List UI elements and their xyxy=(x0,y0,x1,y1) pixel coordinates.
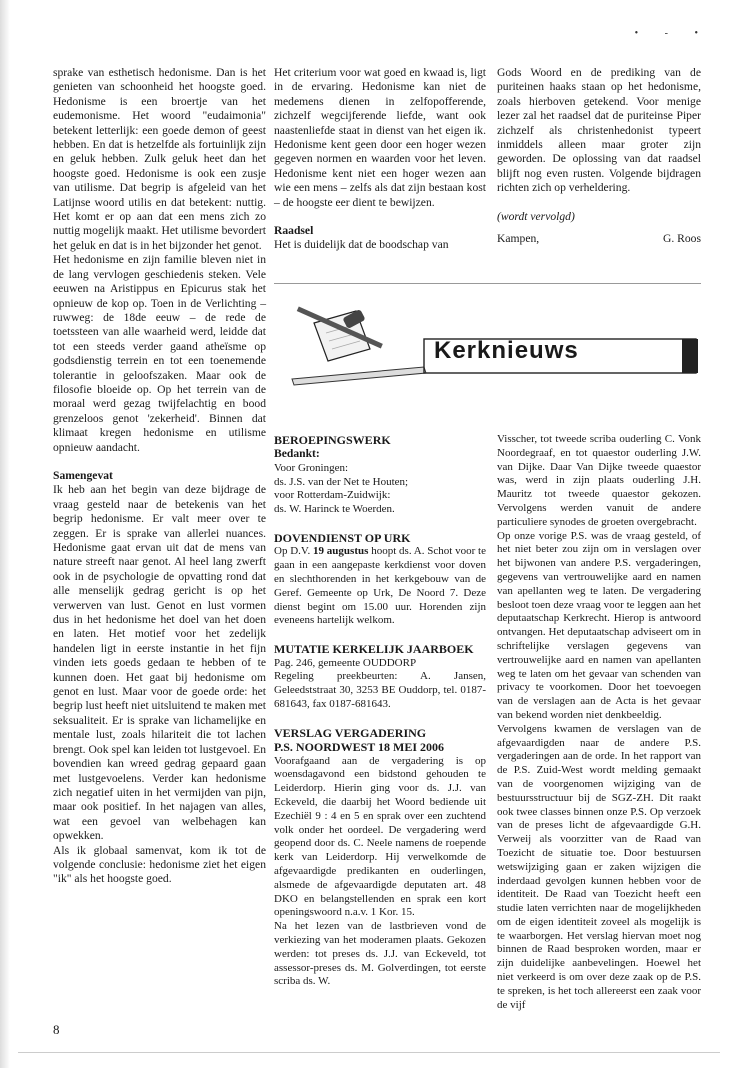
article-column-2 xyxy=(274,66,486,253)
signature-line xyxy=(497,232,701,246)
paragraph: Als ik globaal samenvat, kom ik tot de volgende conclusie: hedonisme ziet het eigen "ik" als het hoogste goed. xyxy=(53,843,266,886)
news-paragraph: Vervolgens kwamen de verslagen van de afgevaardigden naar de andere P.S. vergaderingen aan de orde. In het rapport van de P.S. Zuid-West wordt melding gemaakt van de voorgenomen wijziging van de bestuursstructuur bij de SGZ-ZH. Dit raakt ook twee classes binnen onze P.S. Op verzoek van de preses licht de afgevaardigde G.H. Verweij als voorzitter van de Raad van Toezicht de situatie toe. Door bestuursen wetswijziging gaan er zaken wijzigen die inderdaad gevolgen kunnen hebben voor de identiteit. De Raad van Toezicht heeft een studie laten verrichten naar de mogelijkheden om de eigen identiteit zoveel als mogelijk is te waarborgen. Het verslag hiervan moet nog binnen de Raad besproken worden, maar er zijn duidelijke aanbevelingen. Hoewel het niet verkeerd is om over deze zaak op de P.S. te spreken, is het toch allereerst een zaak voor de vijf xyxy=(497,722,701,1011)
news-paragraph: Op onze vorige P.S. was de vraag gesteld, of het niet beter zou zijn om in verslagen over het bijwonen van andere P.S. vergaderingen, gegevens van vertrouwelijke aard en namen van apellanten weg te laten. De vergadering besloot toen deze vraag voor te leggen aan het deputaatschap Kerkrecht. Hierop is antwoord ontvangen. Het deputaatschap adviseert om in schriftelijke verslagen gegevens van vertrouwelijke aard en namen van apellanten weg te laten om het gevaar van schenden van privacy te voorkomen. Door het toevoegen van de verslagen aan de Acta is het gevaar van bekend worden niet denkbeeldig. xyxy=(497,529,701,721)
page-number: 8 xyxy=(53,1022,60,1037)
signature-place: Kampen, xyxy=(497,232,540,246)
news-line: Voor Groningen: xyxy=(274,461,349,474)
news-heading-mutatie: MUTATIE KERKELIJK JAARBOEK xyxy=(274,642,474,657)
paragraph: Het hedonisme en zijn familie bleven niet in de lang vervlogen geschiedenis steken. Vele eeuwen na Aristippus en Epicurus stak het opnieuw de kop op. Toen in de Verlichting –ruwweg: de 18de eeuw – de rede de toetssteen van alle waarheid werd, leidde dat tot een steeds verder gaand atheïsme op godsdienstig terrein en tot een toenemende tolerantie in geloofszaken. Maar ook de filosofie bloeide op. Op het terrein van de moraal werd gezag twijfelachtig en bood grenzeloos genot 'zekerheid'. Binnen dat klimaat kregen hedonisme en utilisme opnieuw aandacht. xyxy=(53,253,266,454)
paragraph: Het is duidelijk dat de boodschap van xyxy=(274,238,449,252)
signature-author: G. Roos xyxy=(662,232,701,246)
scan-edge xyxy=(0,0,10,1068)
news-paragraph: Na het lezen van de lastbrieven vond de verkiezing van het moderamen plaats. Gekozen werden: tot preses ds. J.J. van Eckeveld, tot assessor-preses ds. M. Golverdingen, tot eerste scriba ds. W. xyxy=(274,920,486,988)
continued-note: (wordt vervolgd) xyxy=(497,209,575,223)
kerknieuws-banner xyxy=(274,305,701,395)
news-text: Op D.V. xyxy=(274,545,311,558)
news-paragraph: Visscher, tot tweede scriba ouderling C. Vonk Noordegraaf, en tot quaestor ouderling J.W. van Dijke. Daar Van Dijke tweede quaestor was, werd in zijn plaats ouderling J.H. Mauritz tot tweede quaestor gekozen. Vervolgens werden vanuit de andere particuliere synodes de groeten overgebracht. xyxy=(497,433,701,528)
news-text: hoopt ds. A. Schot voor te gaan in een aangepaste kerkdienst voor doven en slechthorenden in het kerkgebouw van de Geref. Gemeente op Urk, De Noord 7. Deze dienst begint om 15.00 uur. Horenden zijn eveneens hartelijk welkom. xyxy=(274,545,486,627)
paragraph: Ik heb aan het begin van deze bijdrage de vraag gesteld naar de betekenis van het begrip hedonisme. Er valt meer over te zeggen. Er is sprake van allerlei nuances. Hedonisme gaat ervan uit dat de mens van nature streeft naar genot. Al heel lang zwerft ook in de psychologie de opvatting rond dat alle menselijk gedrag gericht is op het verwerven van lust. Genot en lust vormen dus in het hedonisme het doel van het doen en laten. Het motief voor het zedelijk handelen ligt in eerste instantie in het fijn vinden iets goeds gedaan te hebben of te kunnen doen. Het gaat bij hedonisme om genot en lust. Maar voor de goede orde: het begrip lust heeft niet uitsluitend te maken met seksualiteit. Er is sprake van lichamelijke en mentale lust, zoals hilariteit die tot lachen brengt. Ook spel kan leiden tot lustgevoel. En bovendien kan wreed gedrag gepaard gaan met lustgevoelens. Verder kan hedonisme zich negatief uiten in het vermijden van pijn, maar ook positief. In het najagen van alles, wat een gevoel van welbehagen kan opwekken. xyxy=(53,483,266,843)
news-heading-verslag-date: P.S. NOORDWEST 18 MEI 2006 xyxy=(274,740,445,755)
news-heading-beroepingswerk: BEROEPINGSWERK xyxy=(274,433,391,447)
news-line: ds. W. Harinck te Woerden. xyxy=(274,503,395,516)
paragraph: sprake van esthetisch hedonisme. Dan is het genieten van schoonheid het hoogste goed. Hedonisme is een broertje van het eudemonisme. Het woord "eudaimonia" betekent letterlijk: een goede demon of geest hebben. En dat is hetzelfde als fortuinlijk zijn en geluk hebben. Zulk geluk heet dan het hoogste goed. Hedonisme is ook een zusje van utilisme. Dat begrip is afgeleid van het Latijnse woord utilis en dat betekent: nuttig. Het komt er op aan dat een mens zich zo nuttig mogelijk maakt. Het utilisme bevordert het geluk en dat is in het bijzonder het genot. xyxy=(53,66,266,252)
news-heading-dovendienst: DOVENDIENST OP URK xyxy=(274,531,411,545)
article-column-3 xyxy=(497,66,701,246)
section-heading-raadsel: Raadsel xyxy=(274,224,314,238)
paragraph: Het criterium voor wat goed en kwaad is, ligt in de ervaring. Hedonisme kan niet de medemens dienen in zelfopofferende, zichzelf wegcijferende liefde, want ook naastenliefde staat in dienst van het eigen ik. Hedonisme kent geen door een hoger wezen gegeven normen en waarden voor het leven. Hedonisme kent niet een hoger wezen aan wie een mens – zelfs als dat zijn bestaan kost – de hoogste eer dient te bewijzen. xyxy=(274,66,486,209)
news-date: 19 augustus xyxy=(313,545,369,558)
scan-bottom-edge xyxy=(18,1052,720,1053)
scan-marks: • - • xyxy=(634,28,710,39)
news-line: Pag. 246, gemeente OUDDORP xyxy=(274,656,417,669)
paragraph: Gods Woord en de prediking van de puriteinen haaks staan op het hedonisme, zoals hierboven getekend. Voor menige lezer zal het raadsel dat de puriteinse Piper zichzelf als christenhedonist typeert inmiddels alleen maar groter zijn geworden. De oplossing van dat raadsel blijft nog even rusten. Volgende bijdragen richten zich op verheldering. xyxy=(497,66,701,195)
news-subheading: Bedankt: xyxy=(274,447,320,461)
news-paragraph xyxy=(274,545,486,628)
news-paragraph: Regeling preekbeurten: A. Jansen, Geleedststraat 30, 3253 BE Ouddorp, tel. 0187-681643, fax 0187-681643. xyxy=(274,670,486,710)
divider xyxy=(274,283,701,284)
news-line: ds. J.S. van der Net te Houten; xyxy=(274,475,409,488)
article-column-1 xyxy=(53,66,266,887)
section-heading-samengevat: Samengevat xyxy=(53,468,113,482)
news-column-2 xyxy=(497,433,701,1012)
banner-title: Kerknieuws xyxy=(434,337,579,364)
news-paragraph: Voorafgaand aan de vergadering is op woensdagavond een bidstond gehouden te Leiderdorp. Hierin ging voor ds. J.J. van Eckeveld, die daarbij het Woord bediende uit Ezechiël 9 : 4 en 5 en sprak over een zuchtend volk onder het oordeel. De vergadering werd geopend door ds. C. Neele namens de roepende kerk van Leiderdorp. Hij verwelkomde de afgevaardigde predikanten en ouderlingen, alsmede de afgevaardigde deputaten art. 48 DKO en belangstellenden en sprak een kort openingswoord n.a.v. 1 Kor. 15. xyxy=(274,754,486,919)
news-heading-verslag: VERSLAG VERGADERING xyxy=(274,725,427,740)
news-line: voor Rotterdam-Zuidwijk: xyxy=(274,489,391,502)
news-column-1 xyxy=(274,433,486,989)
